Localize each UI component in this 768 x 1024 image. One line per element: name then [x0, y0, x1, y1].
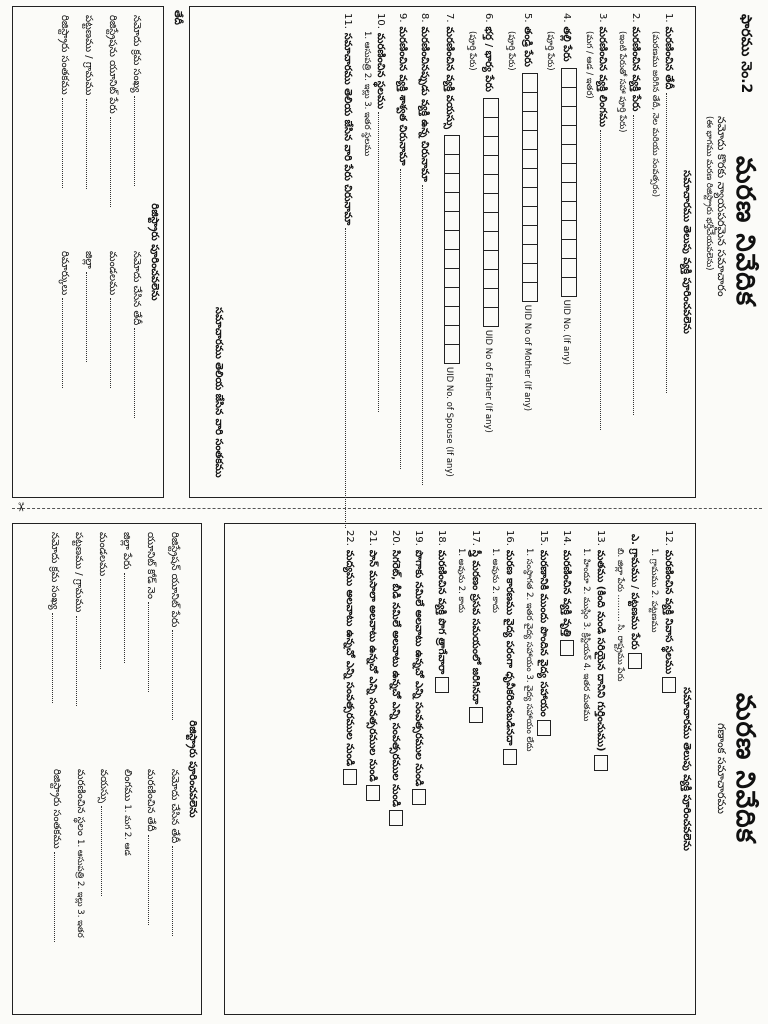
item-number: 8. — [419, 13, 430, 23]
right-registrar-title: రిజిస్ట్రారు పూరించవలెను — [187, 720, 198, 818]
right-registrar-box — [12, 523, 202, 1015]
item-number: 11. — [342, 13, 353, 29]
registrar-field-label: జిల్లా — [83, 251, 94, 269]
registrar-field-label: యూనిట్ కోడ్ నెం — [145, 532, 156, 599]
digit-box[interactable] — [522, 206, 538, 226]
digit-box[interactable] — [444, 249, 460, 269]
item-number: 17. — [470, 530, 481, 546]
digit-box[interactable] — [522, 263, 538, 283]
left-title: మరణ నివేదిక — [730, 156, 760, 307]
right-item-row — [594, 530, 608, 1008]
registrar-field — [130, 251, 144, 487]
uid-label: UID No of Mother (If any) — [522, 304, 532, 412]
fill-in-field[interactable] — [400, 169, 410, 469]
digit-box[interactable] — [483, 250, 499, 270]
fill-in-field[interactable] — [172, 846, 182, 936]
fill-in-field[interactable] — [148, 835, 158, 925]
fill-in-field[interactable] — [124, 573, 134, 663]
digit-box[interactable] — [483, 307, 499, 327]
registrar-field-label: నమోదు చేసిన తేదీ — [131, 251, 142, 326]
left-item-row — [418, 13, 432, 491]
left-item-row — [396, 13, 410, 491]
item-number: 9. — [397, 13, 408, 23]
item-note: (మరణము జరిగిన తేదీ, నెల మరియు సంవత్సరం) — [650, 31, 660, 198]
digit-box[interactable] — [444, 268, 460, 288]
answer-checkbox[interactable] — [412, 789, 426, 805]
digit-box[interactable] — [483, 98, 499, 118]
item-options: 1. గ్రామము 2. పట్టణము — [649, 548, 659, 633]
answer-checkbox[interactable] — [628, 653, 642, 669]
digit-box[interactable] — [483, 231, 499, 251]
item-label: సిగరెట్, బీడి నమిలే అలవాటు ఉన్నచో ఎన్ని సంవత్సరముల నుండి — [390, 549, 401, 808]
fill-in-field[interactable] — [86, 272, 96, 362]
item-options: 1. సంస్థాగత 2. ఇతర వైద్య సహాయం 3. వైద్య సహాయం లేదు — [524, 548, 534, 752]
registrar-field-label: రిజిస్ట్రారు సంతకము — [51, 769, 62, 849]
item-label: మరణించిన స్థలము — [375, 32, 386, 110]
date-label: తేదీ — [172, 10, 183, 25]
item-label: తల్లి పేరు — [561, 26, 572, 62]
digit-box[interactable] — [444, 325, 460, 345]
fill-in-field[interactable] — [54, 852, 64, 942]
fill-in-field[interactable] — [100, 579, 110, 669]
fill-in-field[interactable] — [110, 298, 120, 388]
right-item-row — [435, 530, 449, 1008]
digit-box[interactable] — [483, 136, 499, 156]
right-title: మరణ నివేదిక — [730, 693, 760, 844]
legal-information-panel — [12, 6, 762, 501]
form-number: ఫారము నెం.2 — [738, 14, 754, 94]
registrar-field — [72, 532, 86, 769]
item-number: 6. — [483, 13, 494, 23]
digit-box[interactable] — [522, 149, 538, 169]
registrar-field — [58, 15, 72, 251]
digit-box[interactable] — [561, 163, 577, 183]
left-item-row — [374, 13, 388, 491]
uid-digit-boxes[interactable] — [479, 98, 499, 326]
item-options: 1. హిందూ 2. ముస్లిం 3. క్రిస్టియన్ 4. ఇతర మతము — [581, 548, 591, 722]
fill-in-field[interactable] — [378, 112, 388, 412]
fill-in-field[interactable] — [172, 630, 182, 720]
fill-in-field[interactable] — [62, 98, 72, 188]
digit-box[interactable] — [561, 258, 577, 278]
left-section-head: నమోదు కొరకు న్యాయపరమైన సమాచారం — [715, 116, 728, 297]
item-label: మరణించిన వ్యక్తి లింగము — [597, 26, 608, 128]
right-item-row — [662, 530, 676, 1008]
digit-box[interactable] — [483, 288, 499, 308]
statistical-information-panel — [12, 523, 762, 1018]
registrar-field-label: రిజిస్ట్రారు సంతకము — [59, 15, 70, 95]
digit-box[interactable] — [561, 125, 577, 145]
digit-box[interactable] — [483, 174, 499, 194]
item-number: 22. — [344, 530, 355, 546]
left-item-row — [662, 13, 676, 491]
left-item-row — [629, 13, 643, 491]
item-note: (ఇంటి పేరుతో సహా పూర్తి పేరు) — [617, 31, 627, 133]
registrar-field-label: నమోదు క్రమ సంఖ్య — [49, 532, 60, 610]
uid-label: UID No. (If any) — [561, 299, 571, 365]
item-label: మరణించిన వ్యక్తి శాశ్వత చిరునామా — [397, 26, 408, 166]
item-number: 10. — [375, 13, 386, 29]
digit-box[interactable] — [522, 92, 538, 112]
digit-box[interactable] — [483, 212, 499, 232]
answer-checkbox[interactable] — [343, 769, 357, 785]
item-number: 1. — [663, 13, 674, 23]
place-options: 1. ఆసుపత్రి 2. ఇల్లు 3. ఇతర స్థలము — [362, 31, 372, 157]
item-label: పాన్ మసాలా అలవాటు ఉన్నచో ఎన్ని సంవత్సరముల నుండి — [367, 549, 378, 782]
answer-checkbox[interactable] — [435, 677, 449, 693]
digit-box[interactable] — [483, 193, 499, 213]
answer-checkbox[interactable] — [537, 720, 551, 736]
item-label: మరణించినప్పుడు వ్యక్తి ఉన్న చిరునామా — [419, 26, 430, 182]
fill-in-field[interactable] — [110, 117, 120, 207]
item-number: 3. — [597, 13, 608, 23]
right-box-head: సమాచారము తెలుపు వ్యక్తి పూరించవలెను — [681, 687, 692, 851]
right-subtitle: గణాంక సమాచారము — [715, 723, 728, 814]
right-item-row — [503, 530, 517, 1008]
registrar-field — [58, 251, 72, 487]
left-registrar-box — [12, 6, 164, 498]
digit-box[interactable] — [444, 306, 460, 326]
item-note: (పూర్తి పేరు) — [506, 31, 516, 71]
digit-box[interactable] — [561, 220, 577, 240]
item-label: మరణించిన వ్యక్తి వయస్సు — [444, 26, 455, 129]
digit-box[interactable] — [522, 282, 538, 302]
registrar-field — [144, 532, 158, 769]
registrar-field — [168, 532, 182, 769]
item-label: మరణించిన వ్యక్తి పేరు — [630, 26, 641, 112]
answer-checkbox[interactable] — [594, 755, 608, 771]
fill-in-field[interactable] — [600, 130, 610, 430]
uid-digit-boxes[interactable] — [440, 135, 460, 363]
scissors-icon: ✂ — [14, 502, 28, 513]
registrar-field — [50, 769, 64, 1006]
item-number: 19. — [413, 530, 424, 546]
registrar-field — [106, 15, 120, 251]
right-item-row — [469, 530, 483, 1008]
uid-label: UID No. of Spouse (If any) — [444, 366, 454, 477]
registrar-field — [106, 251, 120, 487]
item-label: భర్త / భార్య పేరు — [483, 26, 494, 92]
answer-checkbox[interactable] — [366, 785, 380, 801]
fill-in-field[interactable] — [134, 96, 144, 186]
answer-checkbox[interactable] — [662, 677, 676, 693]
item-note: (మగ / ఆడ / ఇతర) — [584, 31, 594, 99]
item-options: 1. అవును 2. కాదు — [456, 548, 466, 613]
item-label: మరణానికి ముందు పొందిన వైద్య సహాయం — [538, 549, 549, 717]
left-registrar-title: రిజిస్ట్రారు పూరించవలెను — [149, 203, 160, 301]
digit-box[interactable] — [522, 168, 538, 188]
left-item-row — [596, 13, 610, 491]
answer-checkbox[interactable] — [560, 640, 574, 656]
registrar-field-label: జిల్లా పేరు — [121, 532, 132, 570]
item-label: తండ్రి పేరు — [522, 26, 533, 67]
fill-in-field[interactable] — [52, 613, 62, 703]
digit-box[interactable] — [522, 111, 538, 131]
item-label: మరణించిన తేదీ — [663, 26, 674, 90]
registrar-field-label: రిమార్కులు — [59, 251, 70, 296]
digit-box[interactable] — [444, 173, 460, 193]
uid-digit-boxes[interactable] — [518, 73, 538, 301]
item-number: 2. — [630, 13, 641, 23]
item-label: మద్యము అలవాటు ఉన్నచో ఎన్ని సంవత్సరముల నుండి — [344, 549, 355, 767]
digit-box[interactable] — [522, 244, 538, 264]
right-item-row — [366, 530, 380, 1008]
digit-box[interactable] — [444, 192, 460, 212]
fill-in-field[interactable] — [76, 616, 86, 706]
digit-box[interactable] — [561, 106, 577, 126]
registrar-field-label: మండలము — [107, 251, 118, 296]
fill-in-field[interactable] — [86, 99, 96, 189]
item-number: 15. — [538, 530, 549, 546]
digit-box[interactable] — [561, 201, 577, 221]
fill-in-field[interactable] — [422, 185, 432, 485]
right-registrar-columns — [34, 524, 186, 1014]
digit-box[interactable] — [444, 344, 460, 364]
item-label: సమాచారము తెలియ జేసిన వారి పేరు చిరునామా — [342, 32, 353, 226]
left-item-row — [341, 13, 355, 491]
digit-box[interactable] — [444, 211, 460, 231]
registrar-field-label: రిజిస్ట్రేషన్ యూనిట్ పేరు — [169, 532, 180, 628]
right-item-row — [343, 530, 357, 1008]
item-label: ఎ. గ్రామము / పట్టణము పేరు — [629, 534, 640, 650]
registrar-field-options: 1. ఆసుపత్రి 2. ఇల్లు 3. ఇతర — [75, 839, 85, 938]
left-item-row — [479, 13, 499, 491]
left-item-row — [518, 13, 538, 491]
digit-box[interactable] — [561, 182, 577, 202]
digit-box[interactable] — [522, 187, 538, 207]
left-items — [329, 7, 680, 497]
registrar-field — [82, 15, 96, 251]
right-items — [330, 524, 680, 1014]
left-item-row — [440, 13, 460, 491]
left-subtitle: (ఈ భాగము మరణ రిజిస్ట్రారు భర్తీచేయవలెను) — [704, 116, 714, 271]
registrar-field-label: రిజిస్ట్రేషను యూనిట్ పేరు — [107, 15, 118, 114]
registrar-field-label: పట్టణము / గ్రామము — [73, 532, 84, 613]
registrar-field-label: లింగము — [122, 769, 133, 802]
digit-box[interactable] — [522, 73, 538, 93]
digit-box[interactable] — [561, 87, 577, 107]
right-registrar-left-col — [38, 532, 182, 769]
informant-signature-label: సమాచారము తెలియ జేసిన వారి సంతకము — [213, 307, 224, 478]
item-number: 18. — [436, 530, 447, 546]
right-registrar-right-col — [38, 769, 182, 1006]
registrar-field — [120, 532, 134, 769]
registrar-field — [74, 769, 87, 1006]
digit-box[interactable] — [561, 277, 577, 297]
digit-box[interactable] — [522, 130, 538, 150]
right-main-box — [224, 523, 696, 1015]
digit-box[interactable] — [483, 117, 499, 137]
registrar-field-label: మరణించిన స్థలం — [75, 769, 86, 836]
item-label: మరణించిన వ్యక్తి నివాస స్థలము — [663, 549, 674, 675]
right-item-row — [389, 530, 403, 1008]
item-label: పొగాకు నమిలే అలవాటు ఉన్నచో ఎన్ని సంవత్సరముల నుండి — [413, 549, 424, 787]
item-label: మరణించిన వ్యక్తి పొగ త్రాగేవారా — [436, 549, 447, 675]
fill-in-field[interactable] — [666, 93, 676, 393]
registrar-field-label: మరణించిన తేదీ — [145, 769, 156, 832]
registrar-field — [82, 251, 96, 487]
right-item-row — [560, 530, 574, 1008]
left-item-row — [557, 13, 577, 491]
digit-box[interactable] — [444, 154, 460, 174]
registrar-field-label: వయస్సు — [98, 769, 109, 804]
item-number: 13. — [595, 530, 606, 546]
right-item-row — [537, 530, 551, 1008]
registrar-field-label: నమోదు చేసిన తేదీ — [169, 769, 180, 844]
digit-box[interactable] — [522, 225, 538, 245]
item-number: 4. — [561, 13, 572, 23]
left-registrar-fields — [44, 7, 148, 497]
uid-label: UID No of Father (If any) — [483, 329, 493, 433]
digit-box[interactable] — [444, 230, 460, 250]
registrar-field — [130, 15, 144, 251]
item-note: (పూర్తి పేరు) — [467, 31, 477, 71]
item-number: 7. — [444, 13, 455, 23]
item-label: స్త్రీ మరణం ప్రసవ సమయంలో జరిగినదా — [470, 549, 481, 705]
item-number: 16. — [504, 530, 515, 546]
item-number: 14. — [561, 530, 572, 546]
digit-box[interactable] — [444, 135, 460, 155]
digit-box[interactable] — [561, 239, 577, 259]
uid-digit-boxes[interactable] — [557, 68, 577, 296]
answer-checkbox[interactable] — [469, 707, 483, 723]
registrar-field-options: 1. మగ 2. ఆడ — [122, 804, 132, 856]
left-main-box — [189, 6, 696, 498]
digit-box[interactable] — [483, 269, 499, 289]
fill-in-field[interactable] — [345, 228, 355, 528]
item-options: 1. అవును 2. కాదు — [490, 548, 500, 613]
fill-in-field[interactable] — [101, 806, 111, 896]
item-number: 12. — [663, 530, 674, 546]
left-box-head: సమాచారము తెలుపు వ్యక్తి పూరించవలెను — [681, 170, 692, 334]
answer-checkbox[interactable] — [389, 810, 403, 826]
registrar-field — [168, 769, 182, 1006]
registrar-field — [97, 769, 111, 1006]
right-item-row — [628, 530, 642, 1008]
digit-box[interactable] — [561, 68, 577, 88]
registrar-field — [48, 532, 62, 769]
registrar-field — [121, 769, 134, 1006]
answer-checkbox[interactable] — [503, 749, 517, 765]
fill-in-field[interactable] — [134, 328, 144, 418]
item-number: 5. — [522, 13, 533, 23]
item-options: బి. జిల్లా పేరు .......... సి. రాష్ట్రము పేరు — [615, 548, 625, 682]
registrar-field — [144, 769, 158, 1006]
item-note: (పూర్తి పేరు) — [545, 31, 555, 71]
digit-box[interactable] — [561, 144, 577, 164]
item-number: 21. — [367, 530, 378, 546]
item-label: మరణ కారణము వైద్య పరంగా ధృవీకరించబడినదా — [504, 549, 515, 746]
registrar-field-label: పట్టణము / గ్రామము — [83, 15, 94, 96]
registrar-field — [96, 532, 110, 769]
item-number: 20. — [390, 530, 401, 546]
digit-box[interactable] — [483, 155, 499, 175]
fill-in-field[interactable] — [148, 602, 158, 692]
registrar-field-label: మండలము — [97, 532, 108, 577]
item-label: మరణించిన వ్యక్తి వృత్తి — [561, 549, 572, 637]
fill-in-field[interactable] — [633, 115, 643, 415]
fill-in-field[interactable] — [62, 298, 72, 388]
right-item-row — [412, 530, 426, 1008]
perforation-line — [12, 508, 762, 509]
digit-box[interactable] — [444, 287, 460, 307]
item-label: మతము (కింది నుండి సరియైన దానిని గుర్తించుము) — [595, 549, 606, 752]
registrar-field-label: నమోదు క్రమ సంఖ్య — [131, 15, 142, 93]
